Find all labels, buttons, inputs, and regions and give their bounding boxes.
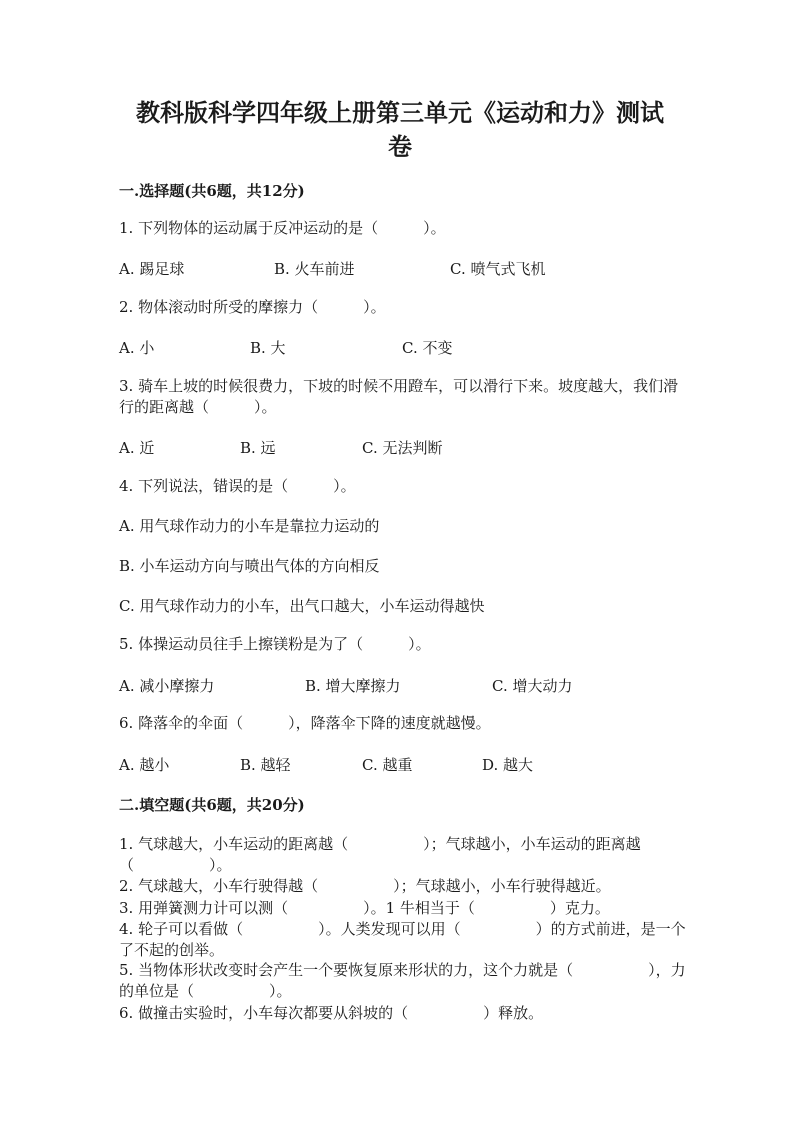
- option-b: B. 越轻: [240, 756, 291, 774]
- fill-question: 2. 气球越大，小车行驶得越（ ）；气球越小，小车行驶得越近。: [119, 877, 611, 895]
- option-c: C. 增大动力: [492, 677, 573, 695]
- option-b: B. 远: [240, 439, 276, 457]
- question-stem: 2. 物体滚动时所受的摩擦力（ ）。: [119, 298, 386, 316]
- option-b: B. 增大摩擦力: [305, 677, 401, 695]
- section-header-fill: 二.填空题(共6题，共20分): [119, 796, 305, 814]
- option-c: C. 不变: [402, 339, 453, 357]
- fill-question: 6. 做撞击实验时，小车每次都要从斜坡的（ ）释放。: [119, 1004, 544, 1022]
- fill-question: 5. 当物体形状改变时会产生一个要恢复原来形状的力，这个力就是（ ），力的单位是（ ）。: [119, 961, 686, 1000]
- title-line-1: 教科版科学四年级上册第三单元《运动和力》测试: [136, 98, 664, 127]
- option-b: B. 大: [250, 339, 286, 357]
- fill-question: 1. 气球越大，小车运动的距离越（ ）；气球越小，小车运动的距离越（ ）。: [119, 835, 641, 874]
- option-a: A. 踢足球: [119, 260, 185, 278]
- option-b: B. 火车前进: [274, 260, 355, 278]
- page-title: [120, 96, 680, 164]
- option-a: A. 越小: [119, 756, 170, 774]
- question-stem: 5. 体操运动员往手上擦镁粉是为了（ ）。: [119, 635, 431, 653]
- option-a: A. 近: [119, 439, 155, 457]
- question-stem: 3. 骑车上坡的时候很费力，下坡的时候不用蹬车，可以滑行下来。坡度越大，我们滑行的距离越（ ）。: [119, 377, 679, 416]
- option-c: C. 越重: [362, 756, 413, 774]
- option-c: C. 用气球作动力的小车，出气口越大，小车运动得越快: [119, 597, 485, 615]
- option-c: C. 无法判断: [362, 439, 443, 457]
- title-line-2: 卷: [388, 132, 412, 161]
- option-a: A. 减小摩擦力: [119, 677, 215, 695]
- question-stem: 4. 下列说法，错误的是（ ）。: [119, 477, 356, 495]
- option-c: C. 喷气式飞机: [450, 260, 546, 278]
- option-d: D. 越大: [482, 756, 534, 774]
- question-stem: 1. 下列物体的运动属于反冲运动的是（ ）。: [119, 219, 446, 237]
- option-b: B. 小车运动方向与喷出气体的方向相反: [119, 557, 380, 575]
- question-stem: 6. 降落伞的伞面（ ），降落伞下降的速度就越慢。: [119, 714, 491, 732]
- fill-question: 3. 用弹簧测力计可以测（ ）。1 牛相当于（ ）克力。: [119, 899, 610, 917]
- option-a: A. 用气球作动力的小车是靠拉力运动的: [119, 517, 380, 535]
- fill-question: 4. 轮子可以看做（ ）。人类发现可以用（ ）的方式前进，是一个了不起的创举。: [119, 920, 686, 959]
- section-header-choice: 一.选择题(共6题，共12分): [119, 182, 305, 200]
- option-a: A. 小: [119, 339, 155, 357]
